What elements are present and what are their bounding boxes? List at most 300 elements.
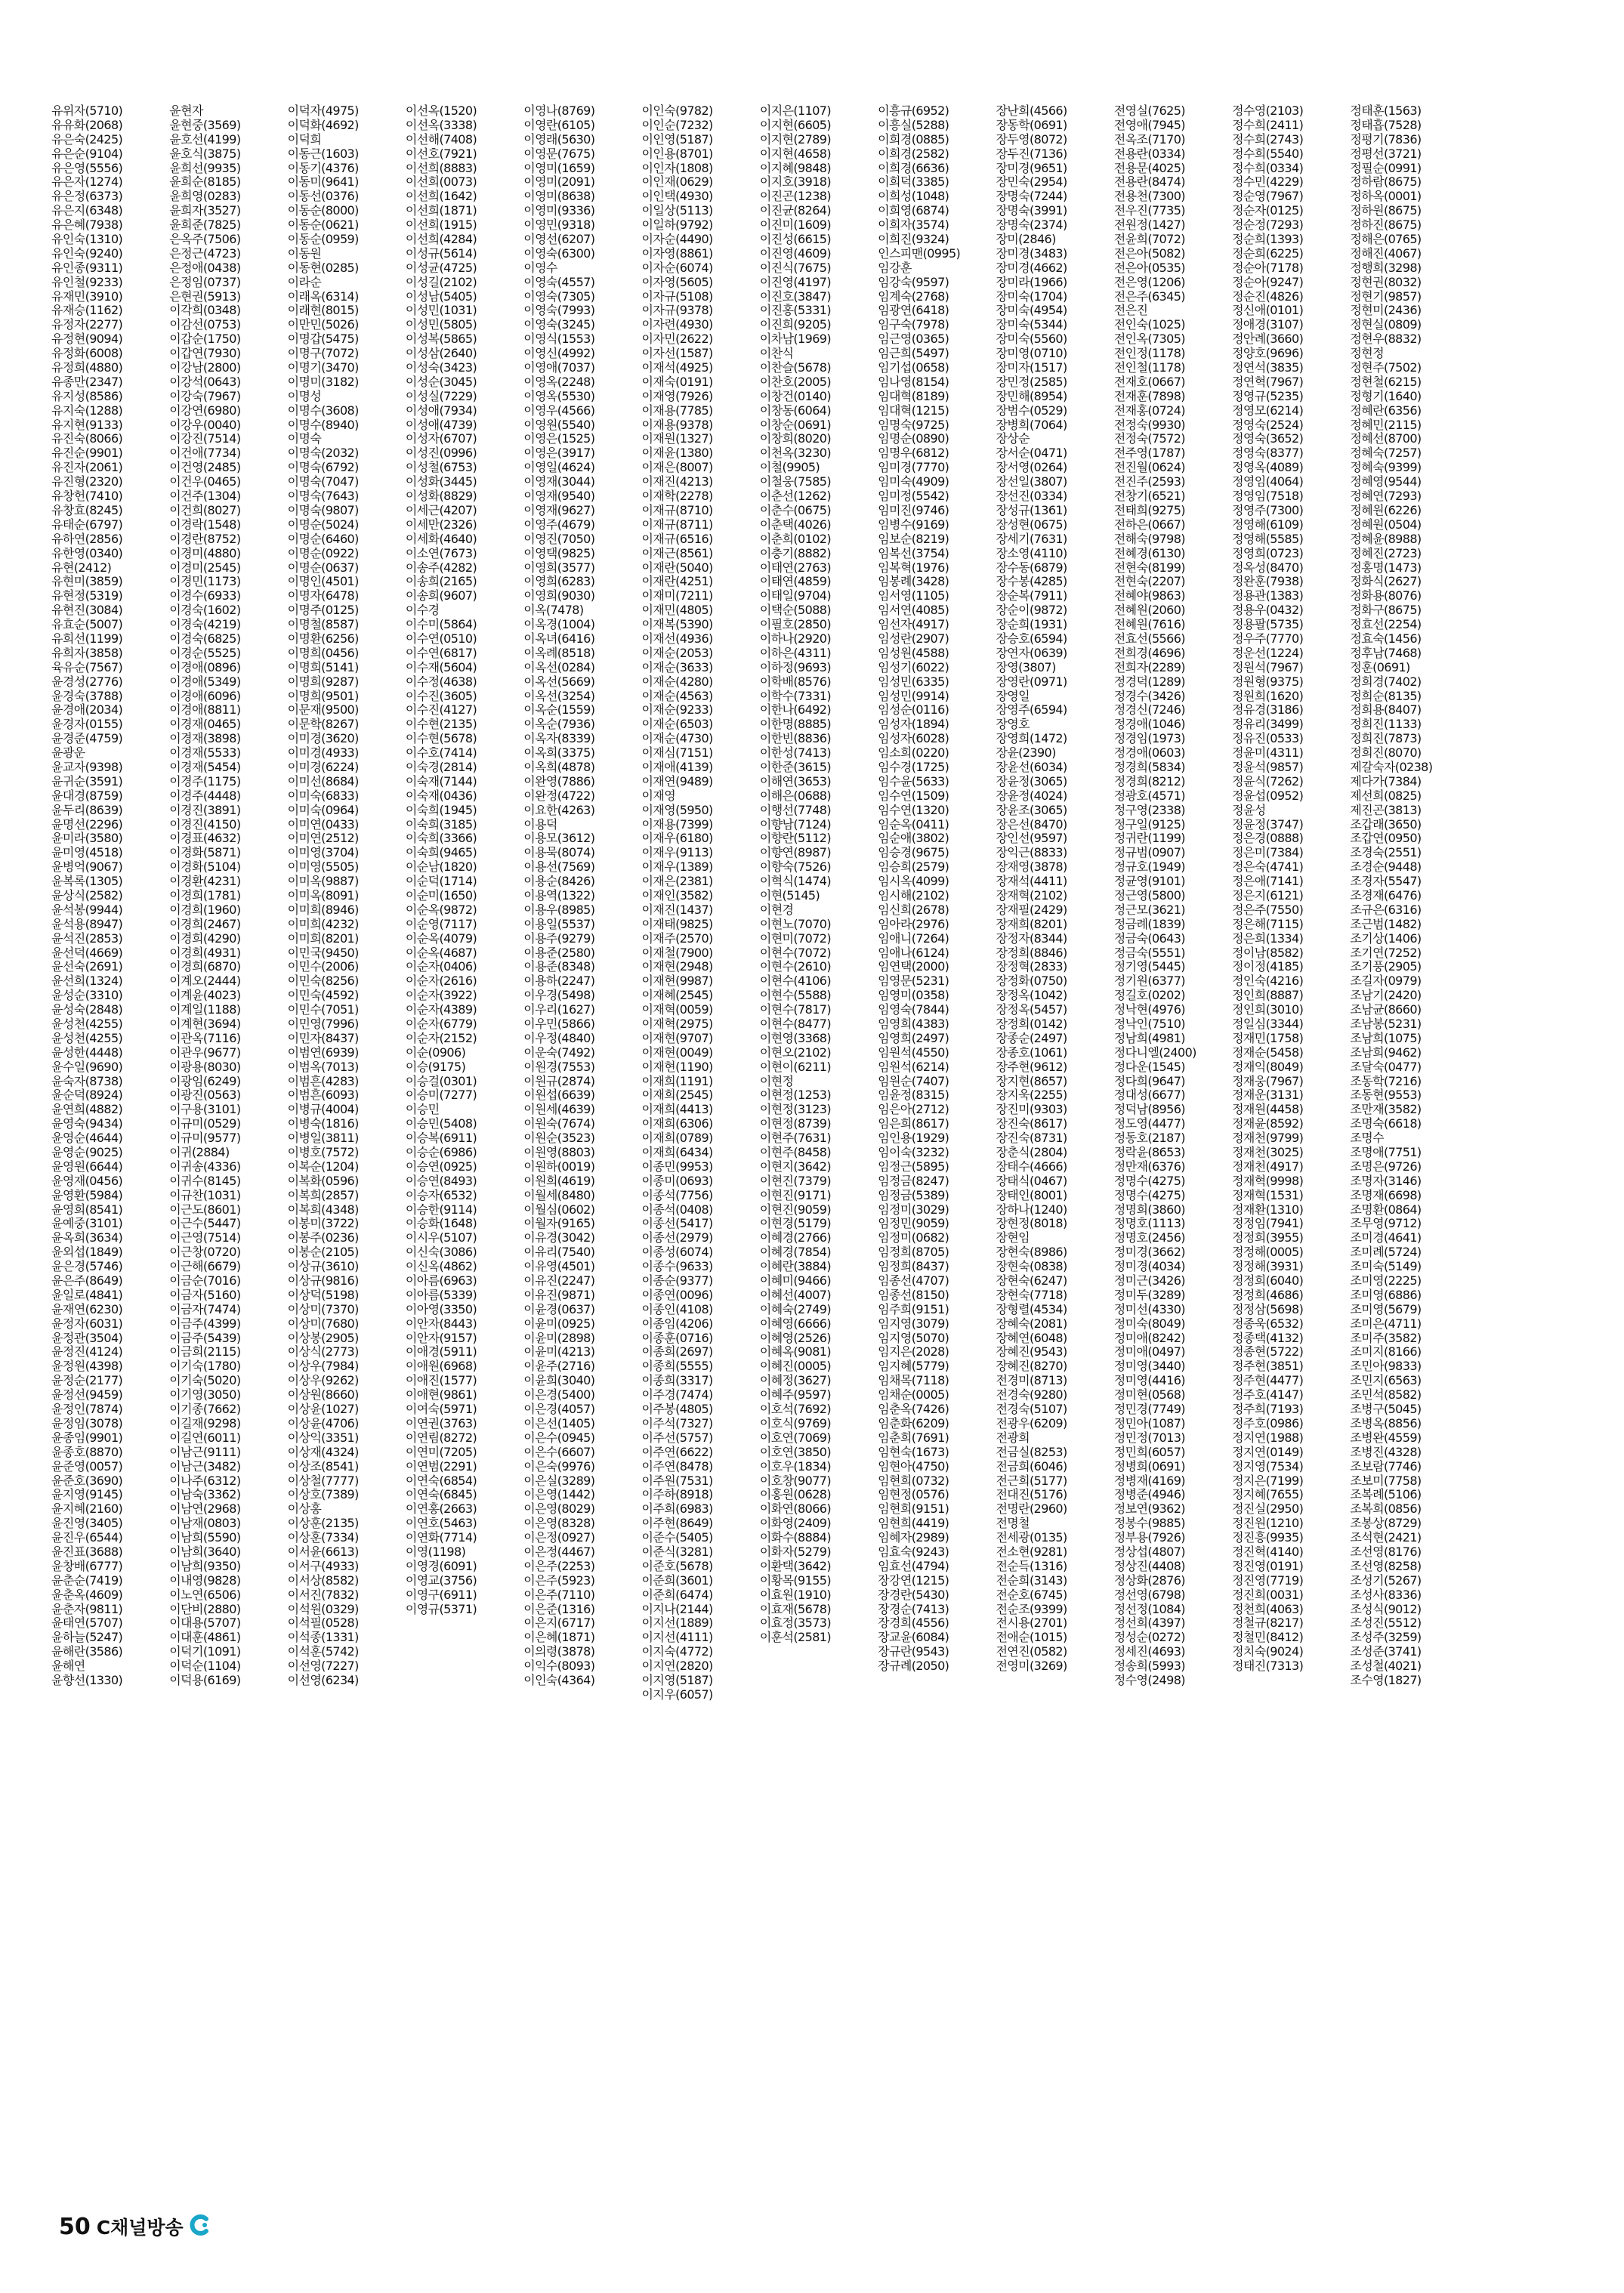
- name-entry: 정세진(4693): [1113, 1645, 1185, 1659]
- name-entry: 이금희(2115): [169, 1345, 241, 1359]
- name-entry: 정용팔(5735): [1232, 618, 1304, 632]
- name-entry: 정하원(8675): [1350, 204, 1422, 218]
- name-entry: 윤은경(5746): [51, 1260, 123, 1274]
- name-entry: 이효재(5678): [759, 1602, 832, 1616]
- name-entry: 이성규(5614): [405, 246, 477, 261]
- name-entry: 장경란(5430): [878, 1588, 949, 1602]
- name-entry: 이종인(4108): [641, 1302, 713, 1316]
- name-entry: 이호식(9769): [759, 1416, 832, 1430]
- name-entry: 이효원(1910): [759, 1588, 832, 1602]
- name-entry: 조갑연(0950): [1350, 832, 1422, 846]
- name-entry: 이혜영(2526): [759, 1331, 832, 1345]
- name-entry: 정순아(9247): [1232, 275, 1304, 289]
- name-entry: 정균영(9101): [1113, 875, 1185, 889]
- name-entry: 이화영(2409): [759, 1517, 832, 1531]
- name-entry: 이자순(4490): [641, 233, 713, 247]
- name-entry: 이화수(8884): [759, 1531, 832, 1545]
- name-entry: 윤준영(0057): [51, 1459, 123, 1474]
- name-entry: 장영일: [996, 689, 1030, 703]
- name-entry: 장병희(7064): [996, 418, 1067, 432]
- name-entry: 이학배(8576): [759, 674, 832, 689]
- name-entry: 이남숙(3362): [169, 1488, 241, 1502]
- name-entry: 이재은(8007): [641, 461, 713, 475]
- name-entry: 이근창(0720): [169, 1245, 241, 1260]
- name-entry: 이월자(9165): [523, 1217, 595, 1231]
- name-entry: 이재복(5390): [641, 618, 713, 632]
- name-entry: 정규범(0907): [1113, 846, 1185, 860]
- name-entry: 임미진(9746): [878, 503, 949, 517]
- name-entry: 이봉주(0236): [287, 1231, 359, 1245]
- name-entry: 정종현(5722): [1232, 1345, 1304, 1359]
- name-entry: 이영애(7037): [523, 361, 595, 375]
- name-entry: 유위자(5710): [51, 104, 123, 118]
- name-entry: 이재용(9378): [641, 418, 713, 432]
- name-entry: 이영옥(2248): [523, 375, 595, 389]
- name-entry: 이용순(8426): [523, 875, 595, 889]
- name-entry: 이종희(2697): [641, 1345, 713, 1359]
- name-entry: 윤종호(8870): [51, 1445, 123, 1459]
- name-entry: 이순(0906): [405, 1045, 466, 1060]
- name-entry: 이재우(9113): [641, 846, 713, 860]
- name-entry: 이은영(8029): [523, 1502, 595, 1517]
- name-entry: 장영희(1472): [996, 732, 1067, 746]
- name-entry: 이지숙(4772): [641, 1645, 713, 1659]
- name-entry: 이명자(6478): [287, 589, 359, 603]
- name-entry: 이서상(8582): [287, 1573, 359, 1588]
- name-entry: 이관옥(7116): [169, 1031, 241, 1045]
- name-entry: 이영주(4679): [523, 517, 595, 532]
- name-entry: 장진숙(8617): [996, 1117, 1067, 1131]
- name-entry: 이상훈(7334): [287, 1531, 359, 1545]
- name-entry: 윤영원(6644): [51, 1159, 123, 1174]
- name-entry: 전금실(8253): [996, 1445, 1067, 1459]
- name-entry: 이건영(2485): [169, 461, 241, 475]
- name-entry: 이계일(1188): [169, 1003, 241, 1017]
- name-entry: 장소영(4110): [996, 546, 1067, 560]
- name-entry: 전태희(9275): [1113, 503, 1185, 517]
- name-entry: 조길자(0979): [1350, 974, 1422, 989]
- name-entry: 이황목(9155): [759, 1573, 832, 1588]
- name-entry: 이금주(5439): [169, 1331, 241, 1345]
- name-entry: 조기연(7252): [1350, 946, 1422, 960]
- name-entry: 이내영(9828): [169, 1573, 241, 1588]
- name-entry: 정태훈(1563): [1350, 104, 1422, 118]
- name-entry: 이용역(1322): [523, 888, 595, 903]
- name-entry: 전옥조(7170): [1113, 132, 1185, 147]
- name-entry: 임현정(0576): [878, 1488, 949, 1502]
- name-entry: 정미영(4416): [1113, 1374, 1185, 1388]
- name-entry: 이송희(2165): [405, 575, 477, 589]
- name-entry: 이종임(4206): [641, 1316, 713, 1331]
- name-entry: 정재혁(9998): [1232, 1174, 1304, 1188]
- name-entry: 이종훈(0716): [641, 1331, 713, 1345]
- name-entry: 임성자(1894): [878, 718, 949, 732]
- name-entry: 정연혁(7967): [1232, 375, 1304, 389]
- name-entry: 이재희(6306): [641, 1117, 713, 1131]
- name-entry: 임성란(2907): [878, 631, 949, 646]
- name-entry: 이현수(2610): [759, 960, 832, 974]
- name-entry: 장재영(3878): [996, 860, 1067, 875]
- name-entry: 이명숙(7047): [287, 475, 359, 489]
- name-entry: 정하진(8675): [1350, 218, 1422, 233]
- name-entry: 이영은(3917): [523, 446, 595, 461]
- name-entry: 이명순(5024): [287, 517, 359, 532]
- name-entry: 제진곤(3813): [1350, 803, 1422, 817]
- name-entry: 정혜연(7293): [1350, 489, 1422, 504]
- name-entry: 전인철(1178): [1113, 361, 1185, 375]
- name-entry: 유지성(8586): [51, 389, 123, 403]
- name-entry: 이영숙(3245): [523, 318, 595, 332]
- name-entry: 조명숙(6618): [1350, 1117, 1422, 1131]
- name-entry: 조남기(2420): [1350, 989, 1422, 1003]
- name-entry: 정미애(0497): [1113, 1345, 1185, 1359]
- name-entry: 유은순(9104): [51, 147, 123, 161]
- name-entry: 정구일(9125): [1113, 817, 1185, 832]
- name-entry: 장영란(0971): [996, 674, 1067, 689]
- name-entry: 정은해(7115): [1232, 917, 1304, 931]
- name-entry: 윤경성(2776): [51, 674, 123, 689]
- name-entry: 이준희(3601): [641, 1573, 713, 1588]
- name-entry: 이자규(9378): [641, 304, 713, 318]
- name-entry: 정종택(4132): [1232, 1331, 1304, 1345]
- name-entry: 정훈(0691): [1350, 660, 1410, 674]
- name-entry: 이재학(2278): [641, 489, 713, 504]
- name-entry: 이상규(9816): [287, 1274, 359, 1288]
- name-entry: 이선희(1871): [405, 204, 477, 218]
- name-entry: 이건애(7734): [169, 446, 241, 461]
- name-entry: 장정옥(5457): [996, 1003, 1067, 1017]
- name-entry: 이미연(2512): [287, 832, 359, 846]
- name-entry: 장형렬(4534): [996, 1302, 1067, 1316]
- name-entry: 전광희: [996, 1430, 1030, 1445]
- name-column: [1114, 104, 1232, 1702]
- name-entry: 장세기(7631): [996, 532, 1067, 546]
- name-entry: 이수재(5604): [405, 660, 477, 674]
- name-entry: 임정민(9059): [878, 1217, 949, 1231]
- name-entry: 이상윤(1027): [287, 1403, 359, 1417]
- name-entry: 조명자(3146): [1350, 1174, 1422, 1188]
- name-entry: 윤춘옥(4609): [51, 1588, 123, 1602]
- name-entry: 장순복(7911): [996, 589, 1067, 603]
- name-entry: 전희자(2289): [1113, 660, 1185, 674]
- name-entry: 이미옥(8091): [287, 888, 359, 903]
- name-entry: 이현(5145): [759, 888, 820, 903]
- name-entry: 전윤희(7072): [1113, 233, 1185, 247]
- name-entry: 임아라(2976): [878, 917, 949, 931]
- name-entry: 이수호(7414): [405, 746, 477, 761]
- name-entry: 이병일(3811): [287, 1131, 359, 1146]
- name-entry: 이순영(7117): [405, 917, 477, 931]
- name-entry: 전창기(6521): [1113, 489, 1185, 504]
- name-entry: 이숙재(0436): [405, 789, 477, 803]
- name-entry: 정은미(7384): [1232, 846, 1304, 860]
- name-entry: 윤정진(4124): [51, 1345, 123, 1359]
- name-entry: 조미영(6886): [1350, 1288, 1422, 1302]
- name-entry: 이영나(8769): [523, 104, 595, 118]
- name-entry: 정수희(5540): [1232, 147, 1304, 161]
- name-entry: 윤교자(9398): [51, 760, 123, 774]
- name-entry: 정영해(6109): [1232, 517, 1304, 532]
- name-entry: 이미경(3620): [287, 732, 359, 746]
- name-entry: 이덕순(1104): [169, 1659, 241, 1674]
- name-entry: 이천옥(3230): [759, 446, 832, 461]
- name-entry: 장경순(7413): [878, 1602, 949, 1616]
- name-entry: 정혜원(0504): [1350, 517, 1422, 532]
- name-entry: 이재철(7900): [641, 946, 713, 960]
- name-entry: 이영란(6105): [523, 118, 595, 132]
- name-entry: 조성진(5512): [1350, 1616, 1422, 1631]
- name-entry: 이윤주(2716): [523, 1359, 595, 1374]
- name-entry: 정민아(1087): [1113, 1416, 1185, 1430]
- name-entry: 이경화(5871): [169, 846, 241, 860]
- name-entry: 이용우(8985): [523, 903, 595, 917]
- name-entry: 이승연(8493): [405, 1174, 477, 1188]
- name-entry: 이우민(5866): [523, 1017, 595, 1031]
- name-entry: 전재홍(0724): [1113, 403, 1185, 418]
- name-entry: 임성민(6335): [878, 674, 949, 689]
- name-entry: 이지은(1107): [759, 104, 832, 118]
- name-entry: 임현희(4419): [878, 1517, 949, 1531]
- name-entry: 윤성천(4255): [51, 1017, 123, 1031]
- name-entry: 임영희(4383): [878, 1017, 949, 1031]
- name-entry: 이민숙(8256): [287, 974, 359, 989]
- name-entry: 정경덕(1289): [1113, 674, 1185, 689]
- name-entry: 이선호(7921): [405, 147, 477, 161]
- name-entry: 이승자(6532): [405, 1188, 477, 1202]
- name-entry: 이관우(9677): [169, 1045, 241, 1060]
- name-entry: 임이숙(3232): [878, 1146, 949, 1160]
- name-entry: 이남희(9350): [169, 1559, 241, 1573]
- name-entry: 장민해(8954): [996, 389, 1067, 403]
- name-entry: 임신희(2678): [878, 903, 949, 917]
- name-entry: 이충기(8882): [759, 546, 832, 560]
- name-entry: 이원세(4639): [523, 1103, 595, 1117]
- name-entry: 정화용(8076): [1350, 589, 1422, 603]
- name-entry: 조명수: [1350, 1131, 1384, 1146]
- name-column: [1350, 104, 1468, 1702]
- name-entry: 유정희(4880): [51, 361, 123, 375]
- name-entry: 임현희(9151): [878, 1502, 949, 1517]
- name-entry: 임성기(6022): [878, 660, 949, 674]
- name-entry: 정수민(4229): [1232, 175, 1304, 190]
- name-entry: 임혜자(2989): [878, 1531, 949, 1545]
- name-entry: 정순자(0125): [1232, 204, 1304, 218]
- name-entry: 이한성(7413): [759, 746, 832, 761]
- name-entry: 이은선(1405): [523, 1416, 595, 1430]
- name-entry: 윤정자(6031): [51, 1316, 123, 1331]
- name-entry: 이수연(0510): [405, 631, 477, 646]
- name-entry: 장명숙(2374): [996, 218, 1067, 233]
- name-entry: 이영구(6911): [405, 1588, 477, 1602]
- name-entry: 정영주(7300): [1232, 503, 1304, 517]
- name-entry: 정운선(1224): [1232, 646, 1304, 660]
- name-entry: 이갑연(7930): [169, 347, 241, 361]
- name-entry: 윤희자(3527): [169, 204, 241, 218]
- name-entry: 임나영(8154): [878, 375, 949, 389]
- name-entry: 정순희(1393): [1232, 233, 1304, 247]
- name-column: [169, 104, 287, 1702]
- name-entry: 이복희(4348): [287, 1202, 359, 1217]
- name-entry: 이지호(3918): [759, 175, 832, 190]
- name-entry: 이유진(2247): [523, 1274, 595, 1288]
- name-entry: 정안례(3660): [1232, 332, 1304, 347]
- name-entry: 윤성천(4255): [51, 1031, 123, 1045]
- name-entry: 조경자(5547): [1350, 875, 1422, 889]
- name-entry: 이동현(0285): [287, 261, 359, 275]
- name-entry: 이지혜(9848): [759, 161, 832, 175]
- name-entry: 이명숙(9807): [287, 503, 359, 517]
- name-entry: 이종희(5555): [641, 1359, 713, 1374]
- name-entry: 이영수: [523, 261, 557, 275]
- name-entry: 이현정(3123): [759, 1103, 832, 1117]
- name-entry: 이재규(6516): [641, 532, 713, 546]
- name-entry: 장강연(1215): [878, 1573, 949, 1588]
- name-entry: 전정숙(9930): [1113, 418, 1185, 432]
- name-entry: 이석훈(5742): [287, 1645, 359, 1659]
- name-entry: 조동학(7216): [1350, 1074, 1422, 1088]
- name-entry: 이금자(5160): [169, 1288, 241, 1302]
- name-entry: 전경숙(9280): [996, 1388, 1067, 1403]
- name-entry: 이환택(3642): [759, 1559, 832, 1573]
- name-entry: 정윤식(7262): [1232, 774, 1304, 789]
- name-entry: 이자선(1587): [641, 347, 713, 361]
- name-entry: 이범연(6939): [287, 1045, 359, 1060]
- name-entry: 유인철(9233): [51, 275, 123, 289]
- name-entry: 장지욱(2255): [996, 1088, 1067, 1103]
- name-entry: 이신옥(4862): [405, 1260, 477, 1274]
- name-entry: 이자민(2622): [641, 332, 713, 347]
- name-entry: 이재인(3582): [641, 888, 713, 903]
- name-entry: 이춘수(0675): [759, 503, 832, 517]
- name-entry: 임정금(8247): [878, 1174, 949, 1188]
- name-entry: 장혜진(8270): [996, 1359, 1067, 1374]
- name-entry: 이숙경(2814): [405, 760, 477, 774]
- name-entry: 정명호(1113): [1113, 1217, 1185, 1231]
- name-entry: 이재석(4925): [641, 361, 713, 375]
- name-entry: 이재연(9489): [641, 774, 713, 789]
- name-entry: 이수경: [405, 603, 440, 618]
- name-entry: 이순자(3922): [405, 989, 477, 1003]
- name-entry: 조보미(7758): [1350, 1474, 1422, 1488]
- name-entry: 이옥희(4878): [523, 760, 595, 774]
- name-entry: 조민지(6563): [1350, 1374, 1422, 1388]
- donor-name-list: [51, 104, 1586, 1702]
- name-entry: 전재호(0667): [1113, 375, 1185, 389]
- name-entry: 정영숙(8377): [1232, 446, 1304, 461]
- name-entry: 이윤경(0637): [523, 1302, 595, 1316]
- name-entry: 이민수(7051): [287, 1003, 359, 1017]
- name-entry: 이복희(2857): [287, 1188, 359, 1202]
- name-entry: 이석원(0329): [287, 1602, 359, 1616]
- name-entry: 전순희(3143): [996, 1573, 1067, 1588]
- name-entry: 장태인(8001): [996, 1188, 1067, 1202]
- name-entry: 이경숙(1602): [169, 603, 241, 618]
- name-entry: 이연화(7714): [405, 1531, 477, 1545]
- name-entry: 이재현(9707): [641, 1031, 713, 1045]
- name-entry: 정진희(0031): [1232, 1588, 1304, 1602]
- name-entry: 장순희(1931): [996, 618, 1067, 632]
- name-entry: 정희진(7873): [1350, 732, 1422, 746]
- name-entry: 임병수(9169): [878, 517, 949, 532]
- name-entry: 이경수(6933): [169, 589, 241, 603]
- name-entry: 이영옥(5530): [523, 389, 595, 403]
- name-entry: 장선진(0334): [996, 489, 1067, 504]
- name-entry: 조경숙(2551): [1350, 846, 1422, 860]
- name-entry: 은정애(0438): [169, 261, 241, 275]
- name-entry: 정규호(1949): [1113, 860, 1185, 875]
- name-entry: 이숙희(3185): [405, 817, 477, 832]
- name-entry: 이서윤(6613): [287, 1545, 359, 1559]
- name-entry: 임시해(2102): [878, 888, 949, 903]
- name-entry: 이경재(5533): [169, 746, 241, 761]
- name-entry: 이귀송(4336): [169, 1159, 241, 1174]
- name-entry: 이우정(4840): [523, 1031, 595, 1045]
- name-entry: 정현미(2436): [1350, 304, 1422, 318]
- name-entry: 정효선(2254): [1350, 618, 1422, 632]
- name-entry: 정정희(3955): [1232, 1231, 1304, 1245]
- name-entry: 이규미(9577): [169, 1131, 241, 1146]
- name-entry: 이수연(6817): [405, 646, 477, 660]
- name-entry: 유지현(9133): [51, 418, 123, 432]
- name-entry: 임지영(5070): [878, 1331, 949, 1345]
- name-entry: 이동선(0376): [287, 190, 359, 204]
- name-entry: 이은영(8328): [523, 1517, 595, 1531]
- name-entry: 이용주(9279): [523, 931, 595, 946]
- name-entry: 이민수(2006): [287, 960, 359, 974]
- name-entry: 임춘화(6209): [878, 1416, 949, 1430]
- name-entry: 이동순(0621): [287, 218, 359, 233]
- name-entry: 윤지혜(2160): [51, 1502, 123, 1517]
- name-entry: 장난희(4566): [996, 104, 1067, 118]
- name-entry: 장미라(1966): [996, 275, 1067, 289]
- name-entry: 이재원(1327): [641, 432, 713, 446]
- name-entry: 이옥(7478): [523, 603, 584, 618]
- name-entry: 이동기(4376): [287, 161, 359, 175]
- name-entry: 이완영(7886): [523, 774, 595, 789]
- name-entry: 이영문(7675): [523, 147, 595, 161]
- name-entry: 정재민(1758): [1232, 1031, 1304, 1045]
- name-entry: 이영희(6283): [523, 575, 595, 589]
- name-entry: 이감선(0753): [169, 318, 241, 332]
- name-entry: 이세근(4207): [405, 503, 477, 517]
- name-entry: 정덕남(8956): [1113, 1103, 1185, 1117]
- name-entry: 윤정선(9459): [51, 1388, 123, 1403]
- name-entry: 임종선(4707): [878, 1274, 949, 1288]
- name-entry: 이재규(8711): [641, 517, 713, 532]
- name-entry: 정미현(0568): [1113, 1388, 1185, 1403]
- name-entry: 임성민(9914): [878, 689, 949, 703]
- name-entry: 이재영(5950): [641, 803, 713, 817]
- name-entry: 이해은(0688): [759, 789, 832, 803]
- name-entry: 이옥자(8339): [523, 732, 595, 746]
- name-entry: 제선희(0825): [1350, 789, 1422, 803]
- name-entry: 전인정(1178): [1113, 347, 1185, 361]
- name-entry: 정명수(4275): [1113, 1174, 1185, 1188]
- name-entry: 이인재(0629): [641, 175, 713, 190]
- name-entry: 이유진(9871): [523, 1288, 595, 1302]
- name-entry: 이아영(3350): [405, 1302, 477, 1316]
- name-entry: 장윤정(4024): [996, 789, 1067, 803]
- name-entry: 이재희(4413): [641, 1103, 713, 1117]
- name-entry: 임복선(3754): [878, 546, 949, 560]
- name-entry: 정지영(7534): [1232, 1459, 1304, 1474]
- name-entry: 이은정(4467): [523, 1545, 595, 1559]
- name-entry: 이주하(8918): [641, 1488, 713, 1502]
- name-entry: 이희자(3574): [878, 218, 949, 233]
- name-entry: 전근희(5177): [996, 1474, 1067, 1488]
- name-entry: 이계오(2444): [169, 974, 241, 989]
- name-entry: 유현(2412): [51, 560, 112, 575]
